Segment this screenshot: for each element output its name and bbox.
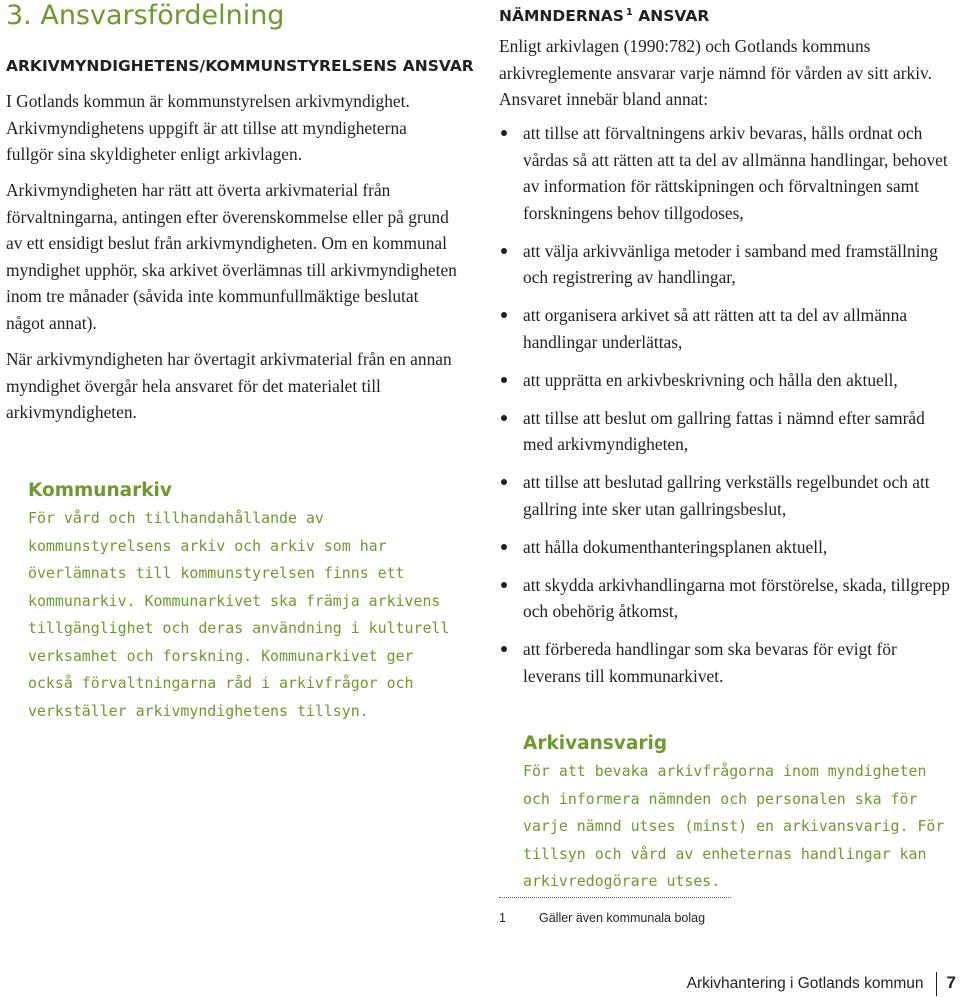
footnote-number: 1	[499, 911, 506, 925]
footnote-divider	[499, 897, 731, 898]
arkivmyndighet-subhead: ARKIVMYNDIGHETENS/KOMMUNSTYRELSENS ANSVAR	[6, 57, 474, 75]
page-number: 7	[946, 973, 956, 992]
namnder-subhead	[499, 2, 709, 27]
footer-divider	[936, 972, 937, 996]
footnote-text: Gäller även kommunala bolag	[539, 911, 706, 925]
kommunarkiv-title: Kommunarkiv	[28, 480, 172, 501]
list-item-text: att tillse att beslutad gallring verkställs regelbundet och att gallring inte sker utan gallringsbeslut,	[523, 472, 930, 519]
list-item	[499, 636, 954, 689]
list-item	[499, 120, 954, 226]
paragraph-text: Arkivmyndigheten har rätt att överta arkivmaterial från förvaltningarna, antingen efter överenskommelse eller på grund av ett ensidigt beslut från arkivmyndigheten. Om en kommunal myndighet upphör, ska arkivet överlämnas till arkivmyndigheten inom tre månader (såvida inte kommunfullmäktige beslutat något annat).	[6, 180, 457, 333]
list-item	[499, 469, 954, 522]
list-item	[499, 238, 954, 291]
bullet-icon	[501, 415, 507, 421]
bullet-icon	[501, 377, 507, 383]
intro-paragraph: Enligt arkivlagen (1990:782) och Gotlands kommuns arkivreglemente ansvarar varje nämnd för vården av sitt arkiv. Ansvaret innebär bland annat:	[499, 36, 932, 109]
list-item-text: att tillse att beslut om gallring fattas i nämnd efter samråd med arkivmyndigheten,	[523, 407, 925, 454]
page-footer	[687, 970, 956, 997]
bullet-icon	[501, 646, 507, 652]
list-item	[499, 367, 954, 394]
list-item-text: att upprätta en arkivbeskrivning och hålla den aktuell,	[523, 369, 898, 390]
bullet-icon	[501, 582, 507, 588]
footer-title: Arkivhantering i Gotlands kommun	[686, 975, 924, 992]
bullet-icon	[501, 130, 507, 136]
footnote-ref: 1	[625, 7, 633, 18]
responsibility-list	[499, 120, 954, 701]
bullet-icon	[501, 248, 507, 254]
footnote	[499, 909, 705, 927]
list-item-text: att hålla dokumenthanteringsplanen aktuell,	[523, 536, 828, 557]
bullet-icon	[501, 312, 507, 318]
list-item	[499, 572, 954, 625]
list-item-text: att skydda arkivhandlingarna mot förstörelse, skada, tillgrepp och obehörig åtkomst,	[523, 574, 950, 621]
subhead-text-end: ANSVAR	[638, 7, 710, 25]
list-item	[499, 302, 954, 355]
list-item-text: att förbereda handlingar som ska bevaras för evigt för leverans till kommunarkivet.	[523, 639, 897, 686]
paragraph	[6, 177, 458, 336]
list-item	[499, 534, 954, 561]
section-heading: 3. Ansvarsfördelning	[6, 0, 285, 31]
arkivansvarig-text: För att bevaka arkivfrågorna inom myndigheten och informera nämnden och personalen ska för varje nämnd utses (minst) en arkivansvarig. För tillsyn och vård av enheternas handlingar kan arkivredogörare utses.	[523, 762, 945, 890]
arkivansvarig-title: Arkivansvarig	[523, 733, 668, 754]
bullet-icon	[501, 544, 507, 550]
list-item-text: att välja arkivvänliga metoder i samband med framställning och registrering av handlingar,	[523, 240, 938, 287]
list-item-text: att tillse att förvaltningens arkiv bevaras, hålls ordnat och vårdas så att rätten att ta del av allmänna handlingar, behovet av information för rättskipningen och förvaltningen samt forskningens behov tillgodoses,	[523, 123, 948, 223]
bullet-icon	[501, 479, 507, 485]
paragraph	[6, 346, 458, 426]
list-item	[499, 405, 954, 458]
subhead-text: NÄMNDERNAS	[499, 7, 624, 25]
paragraph-text: När arkivmyndigheten har övertagit arkivmaterial från en annan myndighet övergår hela ansvaret för det materialet till arkivmyndigheten.	[6, 349, 452, 422]
paragraph	[6, 88, 458, 168]
kommunarkiv-text: För vård och tillhandahållande av kommunstyrelsens arkiv och arkiv som har överlämnats till kommunstyrelsen finns ett kommunarkiv. Kommunarkivet ska främja arkivens tillgänglighet och deras användning i kulturell verksamhet och forskning. Kommunarkivet ger också förvaltningarna råd i arkivfrågor och verkställer arkivmyndighetens tillsyn.	[28, 509, 450, 720]
paragraph-text: I Gotlands kommun är kommunstyrelsen arkivmyndighet. Arkivmyndighetens uppgift är att tillse att myndigheterna fullgör sina skyldigheter enligt arkivlagen.	[6, 91, 410, 164]
list-item-text: att organisera arkivet så att rätten att ta del av allmänna handlingar underlättas,	[523, 305, 908, 352]
